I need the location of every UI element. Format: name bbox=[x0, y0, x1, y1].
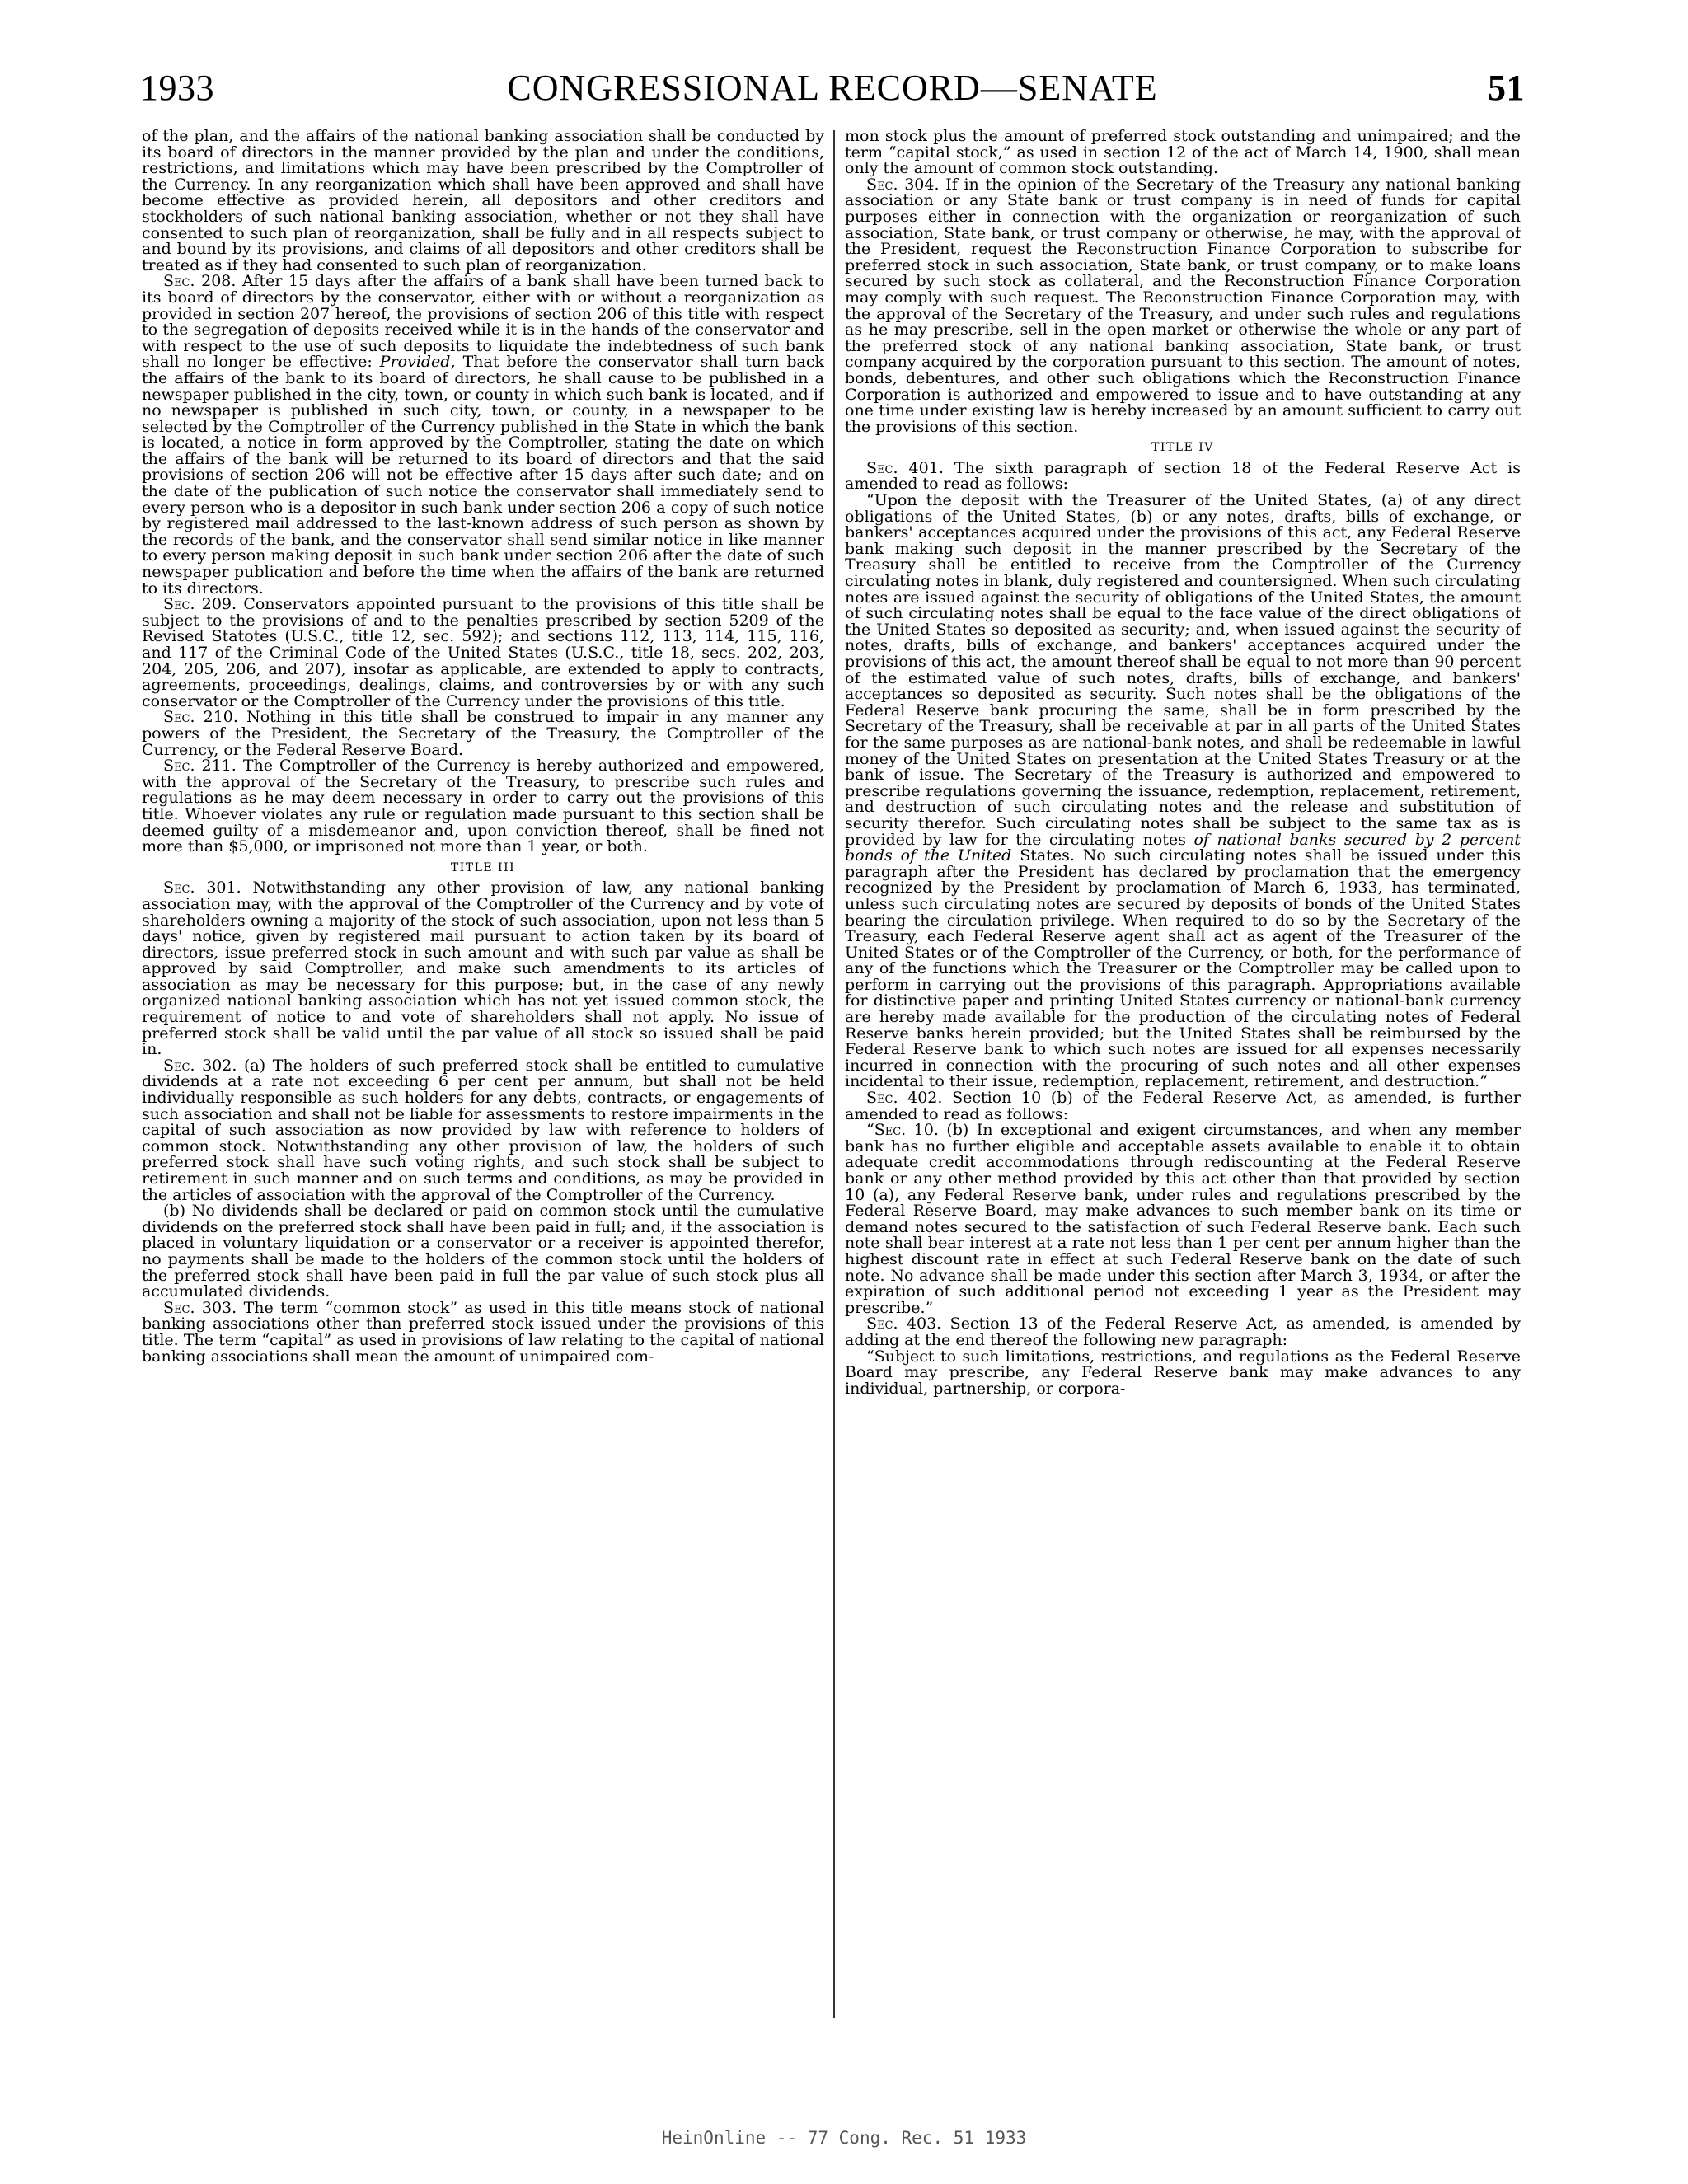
title-iii-heading: TITLE III bbox=[450, 860, 516, 874]
section-403-quote: “Subject to such limitations, restrictions, and regulations as the Federal Reserve Board may prescribe, any Federal Reserve bank may make advances to any individual, partnership, or corpora- bbox=[845, 1347, 1521, 1398]
section-label: Sec. 210. bbox=[163, 708, 238, 727]
quote-text: States. No such circulating notes shall be issued under this paragraph after the President has declared by proclamation that the emergency recognized by the President by proclamation of March 6, 1933, has terminated, unless such circulating notes are secured by deposits of bonds of the United States bearing the circulation privilege. When required to do so by the Secretary of the Treasury, each Federal Reserve agent shall act as agent of the Treasurer of the United States or of the Comptroller of the Currency, or both, for the performance of any of the functions which the Treasurer or the Comptroller may be called upon to perform in carrying out the provisions of this paragraph. Appropriations available for distinctive paper and printing United States currency or national-bank currency are hereby made available for the production of the circulating notes of Federal Reserve banks herein provided; but the United States shall be reimbursed by the Federal Reserve bank to which such notes are issued for all expenses necessarily incurred in connection with the procuring of such notes and all other expenses incidental to their issue, redemption, replacement, retirement, and destruction.” bbox=[845, 846, 1521, 1091]
title-iv-heading: TITLE IV bbox=[1151, 441, 1214, 455]
section-text: Section 13 of the Federal Reserve Act, as amended, is amended by adding at the end thereof the following new paragraph: bbox=[845, 1315, 1521, 1349]
paragraph: of the plan, and the affairs of the national banking association shall be conducted by its board of directors in the manner provided by the plan and under the conditions, restrictions, and limitations which may have been prescribed by the Comptroller of the Currency. In any reorganization which shall have been approved and shall have become effective as provided herein, all depositors and other creditors and stockholders of such national banking association, whether or not they shall have consented to such plan of reorganization, shall be fully and in all respects subject to and bound by its provisions, and claims of all depositors and other creditors shall be treated as if they had consented to such plan of reorganization. bbox=[142, 129, 824, 274]
section-302 bbox=[142, 1058, 824, 1203]
section-text: If in the opinion of the Secretary of the Treasury any national banking association or any State bank or trust company is in need of funds for capital purposes either in connection with the organization or reorganization of such association, State bank, or trust company or otherwise, he may, with the approval of the President, request the Reconstruction Finance Corporation to subscribe for preferred stock in such association, State bank, or trust company, or to make loans secured by such stock as collateral, and the Reconstruction Finance Corporation may comply with such request. The Reconstruction Finance Corporation may, with the approval of the Secretary of the Treasury, and under such rules and regulations as he may prescribe, sell in the open market or otherwise the whole or any part of the preferred stock of any national banking association, State bank, or trust company acquired by the corporation pursuant to this section. The amount of notes, bonds, debentures, and other such obligations which the Reconstruction Finance Corporation is authorized and empowered to issue and to have outstanding at any one time under existing law is hereby increased by an amount sufficient to carry out the provisions of this section. bbox=[845, 175, 1521, 436]
quote-text: “Upon the deposit with the Treasurer of the United States, (a) of any direct obligations of the United States, (b) or any notes, drafts, bills of exchange, or bankers' acceptances acquired under the provisions of this act, any Federal Reserve bank making such deposit in the manner prescribed by the Secretary of the Treasury shall be entitled to receive from the Comptroller of the Currency circulating notes in blank, duly registered and countersigned. When such circulating notes are issued against the security of obligations of the United States, the amount of such circulating notes shall be equal to the face value of the direct obligations of the United States so deposited as security; and, when issued against the security of notes, drafts, bills of exchange, and bankers' acceptances acquired under the provisions of this act, the amount thereof shall be equal to not more than 90 percent of the estimated value of such notes, drafts, bills of exchange, and bankers' acceptances so deposited as security. Such notes shall be the obligations of the Federal Reserve bank procuring the same, shall be in form prescribed by the Secretary of the Treasury, shall be receivable at par in all parts of the United States for the same purposes as are national-bank notes, and shall be redeemable in lawful money of the United States on presentation at the United States Treasury or at the bank of issue. The Secretary of the Treasury is authorized and empowered to prescribe regulations governing the issuance, redemption, replacement, retirement, and destruction of such circulating notes and the release and substitution of security therefor. Such circulating notes shall be subject to the same tax as is provided by law for the circulating notes bbox=[845, 491, 1521, 849]
section-303 bbox=[142, 1298, 824, 1366]
section-text: (a) The holders of such preferred stock shall be entitled to cumulative dividends at a rate not exceeding 6 per cent per annum, but shall not be held individually responsible as such holders for any debts, contracts, or engagements of such association and shall not be liable for assessments to restore impairments in the capital of such association as now provided by law with reference to holders of common stock. Notwithstanding any other provision of law, the holders of such preferred stock shall have such voting rights, and such stock shall be subject to retirement in such manner and on such terms and conditions, as may be provided in the articles of association with the approval of the Comptroller of the Currency. bbox=[142, 1056, 824, 1204]
section-label: Sec. 209. bbox=[163, 595, 237, 614]
page-footer: HeinOnline -- 77 Cong. Rec. 51 1933 bbox=[661, 2128, 1027, 2148]
section-301 bbox=[142, 880, 824, 1058]
section-label: Sec. 402. bbox=[866, 1089, 943, 1108]
paragraph: mon stock plus the amount of preferred stock outstanding and unimpaired; and the term “capital stock,” as used in section 12 of the act of March 14, 1900, shall mean only the amount of common stock outstanding. bbox=[845, 129, 1521, 178]
section-text: After 15 days after the affairs of a bank shall have been turned back to its board of directors by the conservator, either with or without a reorganization as provided in section 207 hereof, the provisions of section 206 of this title with respect to the segregation of deposits received while it is in the hands of the conservator and with respect to the use of such deposits to liquidate the indebtedness of such bank shall no longer be effective: bbox=[142, 272, 824, 372]
section-label: Sec. 302. bbox=[163, 1056, 237, 1075]
section-402-quote bbox=[845, 1122, 1521, 1316]
column-divider bbox=[833, 130, 835, 2018]
section-text: That before the conservator shall turn back the affairs of the bank to its board of directors, he shall cause to be published in a newspaper published in the city, town, or county in which such bank is located, and if no newspaper is published in such city, town, or county, in a newspaper to be selected by the Comptroller of the Currency published in the State in which the bank is located, a notice in form approved by the Comptroller, stating the date on which the affairs of the bank will be returned to its board of directors and that the said provisions of section 206 will not be effective after 15 days after such date; and on the date of the publication of such notice the conservator shall immediately send to every person who is a depositor in such bank under section 206 a copy of such notice by registered mail addressed to the last-known address of such person as shown by the records of the bank, and the conservator shall send similar notice in like manner to every person making deposit in such bank under section 206 after the date of such newspaper publication and before the time when the affairs of the bank are returned to its directors. bbox=[142, 353, 824, 598]
section-text: The Comptroller of the Currency is hereby authorized and empowered, with the approval of the Secretary of the Treasury, to prescribe such rules and regulations as he may deem necessary in order to carry out the provisions of this title. Whoever violates any rule or regulation made pursuant to this section shall be deemed guilty of a misdemeanor and, upon conviction thereof, shall be fined not more than $5,000, or imprisoned not more than 1 year, or both. bbox=[142, 757, 824, 856]
provided-italic: Provided, bbox=[379, 353, 456, 372]
quote-text: (b) In exceptional and exigent circumstances, and when any member bank has no further eligible and acceptable assets available to enable it to obtain adequate credit accommodations through rediscounting at the Federal Reserve bank or any other method provided by this act other than that provided by section 10 (a), any Federal Reserve bank, under rules and regulations prescribed by the Federal Reserve Board, may make advances to such member bank on its time or demand notes secured to the satisfaction of such Federal Reserve bank. Each such note shall bear interest at a rate not less than 1 per cent per annum higher than the highest discount rate in effect at such Federal Reserve bank on the date of such note. No advance shall be made under this section after March 3, 1934, or after the expiration of such additional period not exceeding 1 year as the President may prescribe.” bbox=[845, 1121, 1521, 1317]
section-text: Nothing in this title shall be construed to impair in any manner any powers of the President, the Secretary of the Treasury, the Comptroller of the Currency, or the Federal Reserve Board. bbox=[142, 708, 824, 759]
section-label: Sec. 303. bbox=[163, 1298, 237, 1317]
section-label: Sec. 301. bbox=[163, 879, 241, 898]
section-403 bbox=[845, 1316, 1521, 1348]
section-label: Sec. 401. bbox=[866, 458, 944, 477]
section-210 bbox=[142, 710, 824, 758]
section-label: Sec. 403. bbox=[866, 1315, 942, 1333]
section-text: Conservators appointed pursuant to the provisions of this title shall be subject to the provisions of and to the penalties prescribed by section 5209 of the Revised Statotes (U.S.C., title 12, sec. 592); and sections 112, 113, 114, 115, 116, and 117 of the Criminal Code of the United States (U.S.C., title 18, secs. 202, 203, 204, 205, 206, and 207), insofar as applicable, are extended to apply to contracts, agreements, proceedings, dealings, claims, and controversies by or with any such conservator or the Comptroller of the Currency under the provisions of this title. bbox=[142, 595, 824, 710]
section-text: The term “common stock” as used in this title means stock of national banking associations other than preferred stock issued under the provisions of this title. The term “capital” as used in provisions of law relating to the capital of national banking associations shall mean the amount of unimpaired com- bbox=[142, 1298, 824, 1366]
section-302-b: (b) No dividends shall be declared or paid on common stock until the cumulative dividends on the preferred stock shall have been paid in full; and, if the association is placed in voluntary liquidation or a conservator or a receiver is appointed therefor, no payments shall be made to the holders of the common stock until the holders of the preferred stock shall have been paid in full the par value of such stock plus all accumulated dividends. bbox=[142, 1202, 824, 1301]
section-208 bbox=[142, 274, 824, 597]
section-text: Section 10 (b) of the Federal Reserve Act, as amended, is further amended to read as follows: bbox=[845, 1089, 1521, 1123]
left-column bbox=[142, 129, 824, 2032]
section-304 bbox=[845, 177, 1521, 436]
section-209 bbox=[142, 597, 824, 710]
section-211 bbox=[142, 758, 824, 855]
section-401-quote bbox=[845, 493, 1521, 1090]
section-label: Sec. 211. bbox=[163, 757, 237, 776]
header-page-number: 51 bbox=[1488, 68, 1525, 108]
section-label: Sec. 304. bbox=[866, 175, 940, 194]
section-label: Sec. 208. bbox=[163, 272, 237, 291]
right-column bbox=[845, 129, 1521, 2032]
header-title: CONGRESSIONAL RECORD—SENATE bbox=[507, 68, 1158, 108]
section-text: Notwithstanding any other provision of law, any national banking association may, with the approval of the Comptroller of the Currency and by vote of shareholders owning a majority of the stock of such association, upon not less than 5 days' notice, given by registered mail pursuant to action taken by its board of directors, issue preferred stock in such amount and with such par value as shall be approved by said Comptroller, and make such amendments to its articles of association as may be necessary for this purpose; but, in the case of any newly organized national banking association which has not yet issued common stock, the requirement of notice to and vote of shareholders shall not apply. No issue of preferred stock shall be valid until the par value of all stock so issued shall be paid in. bbox=[142, 879, 824, 1059]
section-text: The sixth paragraph of section 18 of the Federal Reserve Act is amended to read as follows: bbox=[845, 458, 1521, 494]
quote-italic: of national banks secured by 2 percent bonds of the United bbox=[845, 830, 1521, 865]
section-402 bbox=[845, 1090, 1521, 1122]
section-label: “Sec. 10. bbox=[866, 1121, 939, 1140]
page-header bbox=[140, 68, 1525, 117]
header-year: 1933 bbox=[140, 68, 214, 108]
section-401 bbox=[845, 458, 1521, 494]
